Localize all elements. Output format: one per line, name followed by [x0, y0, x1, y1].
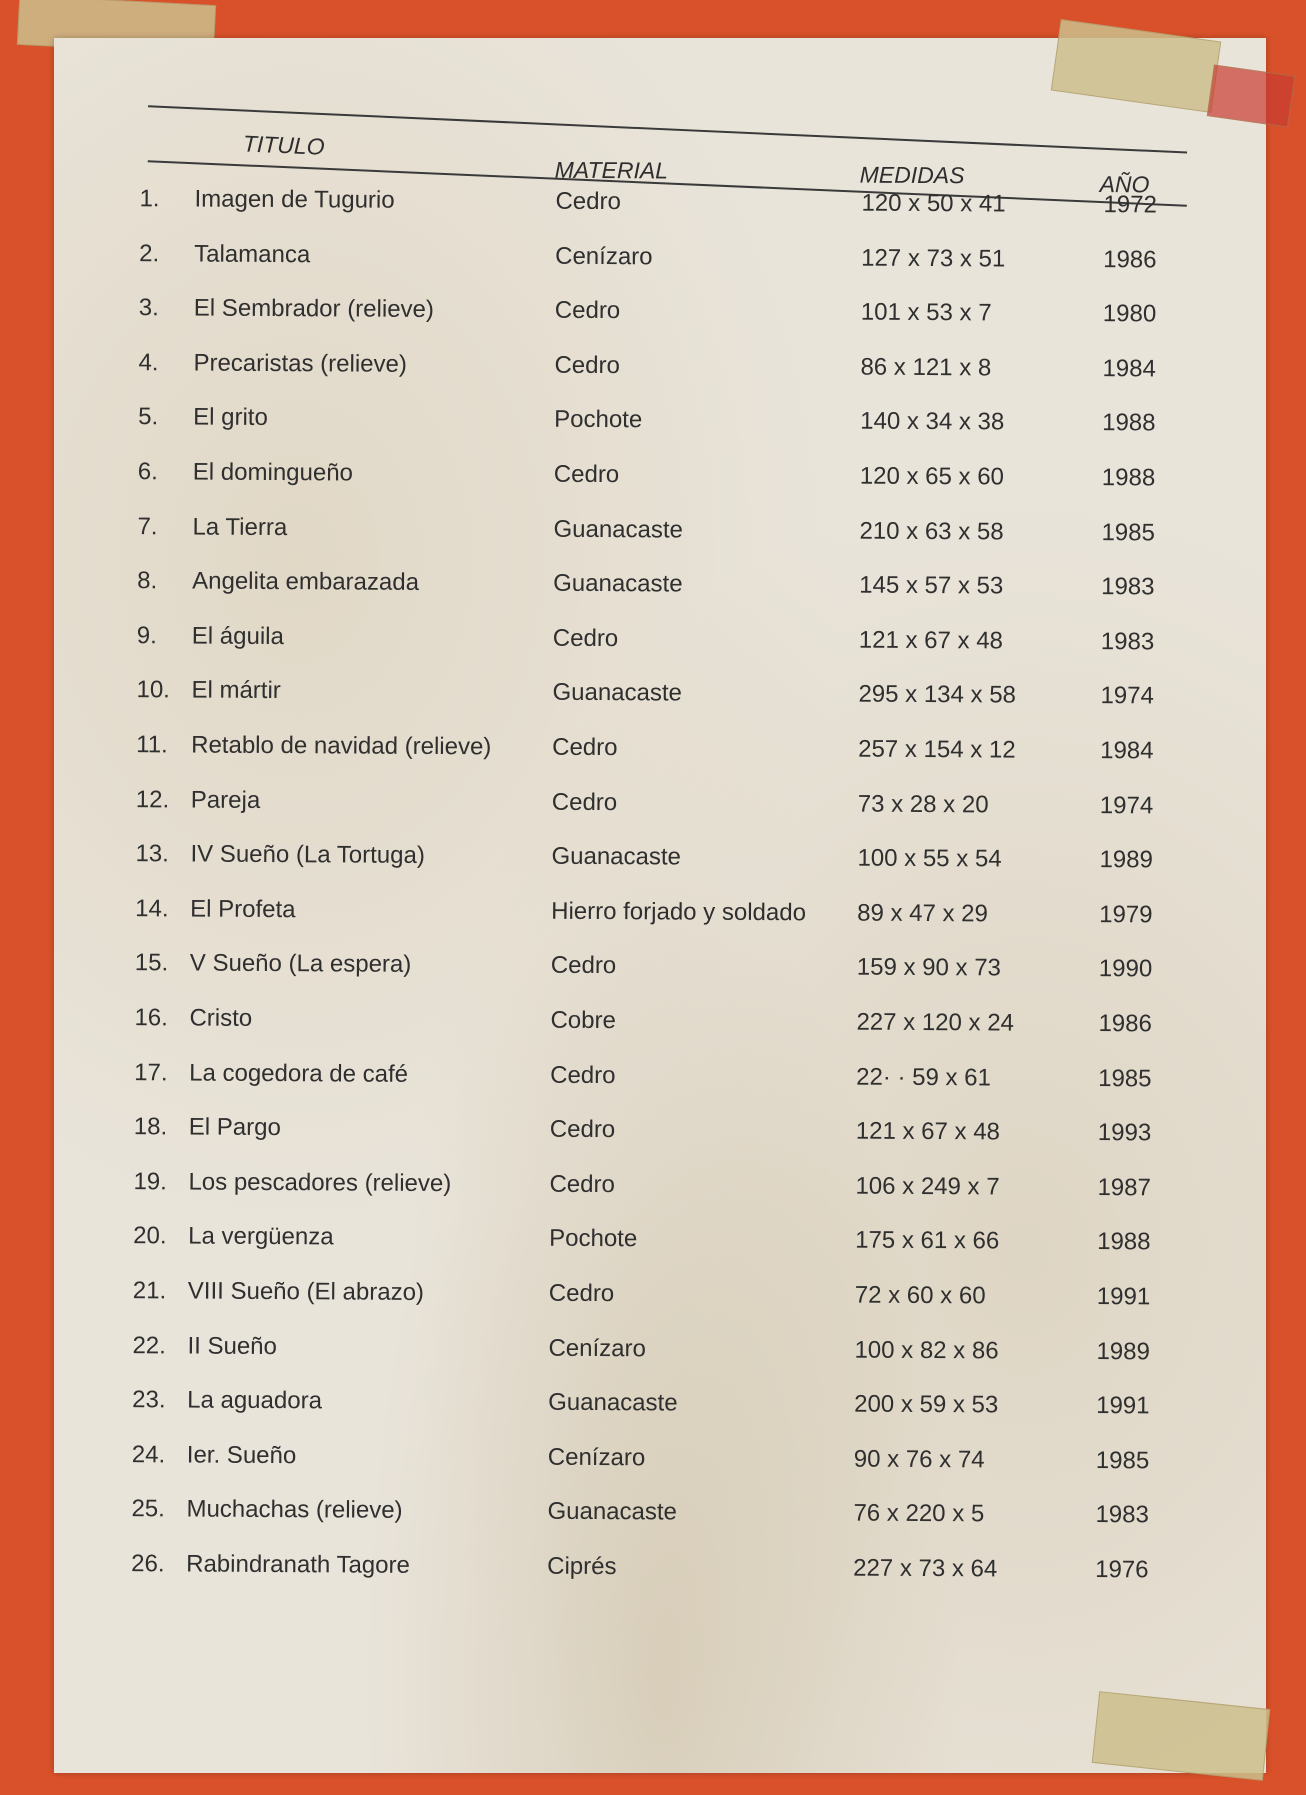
- row-number: 21.: [132, 1277, 167, 1305]
- row-title: Pareja: [190, 786, 261, 814]
- table-row: [0, 512, 1304, 570]
- row-dimensions: 145 x 57 x 53: [859, 571, 1004, 600]
- row-year: 1980: [1102, 300, 1157, 328]
- row-material: Cedro: [552, 733, 618, 762]
- row-title: La Tierra: [192, 513, 288, 541]
- row-material: Pochote: [554, 406, 643, 434]
- row-dimensions: 140 x 34 x 38: [860, 407, 1005, 436]
- row-year: 1983: [1100, 627, 1155, 656]
- row-material: Cedro: [554, 296, 621, 325]
- row-number: 24.: [131, 1440, 166, 1469]
- row-material: Guanacaste: [553, 569, 683, 598]
- row-dimensions: 295 x 134 x 58: [858, 680, 1017, 709]
- row-number: 14.: [135, 894, 169, 923]
- row-year: 1983: [1095, 1501, 1149, 1529]
- header-titulo: TITULO: [242, 130, 326, 160]
- row-title: Retablo de navidad (relieve): [191, 731, 492, 761]
- row-number: 10.: [136, 676, 170, 704]
- row-year: 1976: [1095, 1556, 1149, 1584]
- row-material: Cedro: [550, 1061, 616, 1089]
- table-row: [0, 294, 1305, 352]
- row-material: Cedro: [549, 1115, 616, 1144]
- row-dimensions: 89 x 47 x 29: [857, 899, 989, 928]
- row-dimensions: 121 x 67 x 48: [858, 626, 1004, 655]
- table-row: [0, 894, 1301, 952]
- table-row: [0, 1167, 1300, 1225]
- table-row: [0, 676, 1303, 734]
- table-row: [0, 949, 1301, 1007]
- row-year: 1984: [1100, 737, 1154, 765]
- row-title: VIII Sueño (El abrazo): [187, 1277, 425, 1306]
- row-dimensions: 100 x 82 x 86: [854, 1336, 999, 1365]
- row-title: II Sueño: [187, 1332, 277, 1360]
- table-row: [0, 1385, 1298, 1443]
- row-year: 1990: [1098, 955, 1153, 983]
- row-number: 12.: [135, 785, 170, 813]
- row-material: Guanacaste: [551, 842, 682, 871]
- row-number: 13.: [135, 840, 169, 868]
- row-dimensions: 257 x 154 x 12: [858, 735, 1016, 764]
- row-number: 11.: [136, 731, 168, 759]
- row-year: 1974: [1099, 791, 1154, 819]
- row-year: 1985: [1098, 1064, 1152, 1092]
- row-material: Cenízaro: [548, 1334, 646, 1362]
- row-title: Angelita embarazada: [192, 567, 420, 597]
- row-material: Guanacaste: [548, 1388, 678, 1417]
- row-title: El grito: [193, 403, 268, 432]
- row-material: Cedro: [553, 460, 620, 489]
- table-row: [0, 239, 1305, 297]
- row-title: Imagen de Tugurio: [194, 185, 395, 214]
- row-number: 23.: [132, 1386, 166, 1414]
- row-material: Cedro: [550, 952, 617, 980]
- row-material: Cenízaro: [547, 1443, 646, 1472]
- row-dimensions: 120 x 65 x 60: [859, 462, 1005, 491]
- row-material: Cedro: [552, 624, 619, 652]
- table-row: [0, 785, 1302, 843]
- table-row: [0, 1331, 1299, 1389]
- row-dimensions: 127 x 73 x 51: [861, 244, 1006, 273]
- row-dimensions: 101 x 53 x 7: [860, 298, 992, 327]
- row-title: La cogedora de café: [189, 1059, 409, 1088]
- row-number: 15.: [134, 949, 169, 977]
- table-row: [0, 184, 1306, 242]
- table-row: [0, 1276, 1299, 1334]
- row-number: 20.: [133, 1222, 167, 1250]
- row-title: V Sueño (La espera): [189, 949, 412, 979]
- row-dimensions: 22· · 59 x 61: [856, 1063, 991, 1091]
- row-title: Muchachas (relieve): [186, 1495, 403, 1525]
- table-row: [0, 567, 1303, 625]
- row-dimensions: 200 x 59 x 53: [854, 1390, 999, 1419]
- row-material: Hierro forjado y soldado: [551, 897, 807, 927]
- row-material: Cedro: [548, 1279, 615, 1308]
- row-number: 22.: [132, 1331, 166, 1359]
- row-dimensions: 210 x 63 x 58: [859, 517, 1004, 546]
- table-row: [0, 1113, 1300, 1171]
- row-year: 1989: [1096, 1337, 1150, 1365]
- row-dimensions: 72 x 60 x 60: [854, 1281, 986, 1310]
- row-title: Rabindranath Tagore: [186, 1550, 410, 1579]
- row-title: El Sembrador (relieve): [193, 294, 435, 324]
- row-material: Guanacaste: [553, 515, 684, 544]
- row-number: 17.: [134, 1058, 168, 1086]
- row-year: 1972: [1103, 191, 1157, 219]
- table-row: [0, 1440, 1298, 1498]
- row-title: Los pescadores (relieve): [188, 1168, 452, 1197]
- row-year: 1985: [1095, 1446, 1150, 1475]
- row-year: 1983: [1101, 573, 1155, 601]
- row-number: 5.: [138, 403, 159, 431]
- row-year: 1986: [1098, 1010, 1152, 1038]
- row-dimensions: 227 x 120 x 24: [856, 1008, 1015, 1037]
- table-row: [0, 1495, 1298, 1553]
- header-ano: AÑO: [1099, 171, 1150, 198]
- row-year: 1988: [1097, 1228, 1151, 1256]
- row-dimensions: 175 x 61 x 66: [855, 1226, 1000, 1255]
- row-dimensions: 90 x 76 x 74: [853, 1445, 985, 1474]
- row-year: 1988: [1101, 464, 1156, 492]
- row-number: 3.: [138, 294, 159, 322]
- row-title: El mártir: [191, 676, 281, 705]
- row-material: Cedro: [549, 1170, 615, 1198]
- row-material: Cedro: [551, 788, 618, 816]
- row-number: 1.: [139, 185, 160, 213]
- row-dimensions: 106 x 249 x 7: [855, 1172, 1000, 1201]
- row-number: 8.: [137, 567, 158, 595]
- row-title: La vergüenza: [188, 1222, 334, 1251]
- row-title: Ier. Sueño: [186, 1441, 297, 1469]
- row-year: 1974: [1100, 682, 1154, 710]
- header-medidas: MEDIDAS: [859, 161, 965, 189]
- row-title: Cristo: [189, 1004, 253, 1032]
- row-number: 2.: [139, 239, 160, 267]
- row-dimensions: 86 x 121 x 8: [860, 353, 992, 382]
- row-number: 26.: [131, 1550, 165, 1578]
- row-material: Ciprés: [547, 1552, 617, 1581]
- row-dimensions: 73 x 28 x 20: [857, 790, 989, 818]
- table-row: [0, 403, 1304, 461]
- table-row: [0, 348, 1305, 406]
- table-row: [0, 1003, 1301, 1061]
- table-row: [0, 730, 1302, 788]
- row-number: 25.: [131, 1495, 165, 1523]
- table-row: [0, 457, 1304, 515]
- row-year: 1993: [1097, 1119, 1152, 1147]
- row-number: 16.: [134, 1004, 168, 1032]
- row-year: 1988: [1102, 409, 1156, 437]
- row-year: 1989: [1099, 846, 1153, 874]
- row-material: Guanacaste: [552, 679, 683, 707]
- row-year: 1987: [1097, 1173, 1151, 1202]
- row-number: 9.: [136, 621, 157, 650]
- row-material: Cedro: [554, 351, 620, 379]
- row-year: 1991: [1096, 1392, 1150, 1420]
- row-year: 1984: [1102, 354, 1156, 383]
- row-title: La aguadora: [187, 1386, 323, 1415]
- row-number: 6.: [137, 458, 158, 486]
- row-year: 1986: [1103, 245, 1157, 273]
- row-year: 1985: [1101, 518, 1155, 546]
- row-title: Talamanca: [194, 240, 311, 268]
- row-number: 4.: [138, 348, 159, 377]
- table-row: [0, 840, 1302, 898]
- row-title: El domingueño: [192, 458, 354, 487]
- row-title: El Pargo: [188, 1113, 281, 1142]
- row-dimensions: 76 x 220 x 5: [853, 1499, 985, 1528]
- header-material: MATERIAL: [554, 156, 669, 184]
- row-number: 7.: [137, 512, 158, 540]
- row-title: El Profeta: [190, 895, 296, 923]
- row-number: 18.: [133, 1113, 168, 1141]
- row-year: 1991: [1096, 1283, 1151, 1311]
- row-title: Precaristas (relieve): [193, 349, 407, 378]
- table-row: [0, 621, 1303, 679]
- table-row: [0, 1549, 1297, 1607]
- row-material: Cenízaro: [555, 242, 653, 270]
- row-material: Pochote: [549, 1225, 638, 1253]
- row-dimensions: 121 x 67 x 48: [855, 1117, 1001, 1146]
- row-title: El águila: [191, 622, 284, 650]
- row-dimensions: 120 x 50 x 41: [861, 189, 1006, 218]
- row-material: Guanacaste: [547, 1498, 678, 1526]
- row-material: Cobre: [550, 1006, 616, 1035]
- table-row: [0, 1222, 1299, 1280]
- row-dimensions: 100 x 55 x 54: [857, 844, 1002, 873]
- row-title: IV Sueño (La Tortuga): [190, 840, 425, 870]
- row-dimensions: 227 x 73 x 64: [853, 1554, 998, 1583]
- row-dimensions: 159 x 90 x 73: [856, 953, 1002, 982]
- table-row: [0, 1058, 1300, 1116]
- row-material: Cedro: [555, 187, 621, 216]
- row-year: 1979: [1099, 900, 1153, 929]
- row-number: 19.: [133, 1167, 167, 1196]
